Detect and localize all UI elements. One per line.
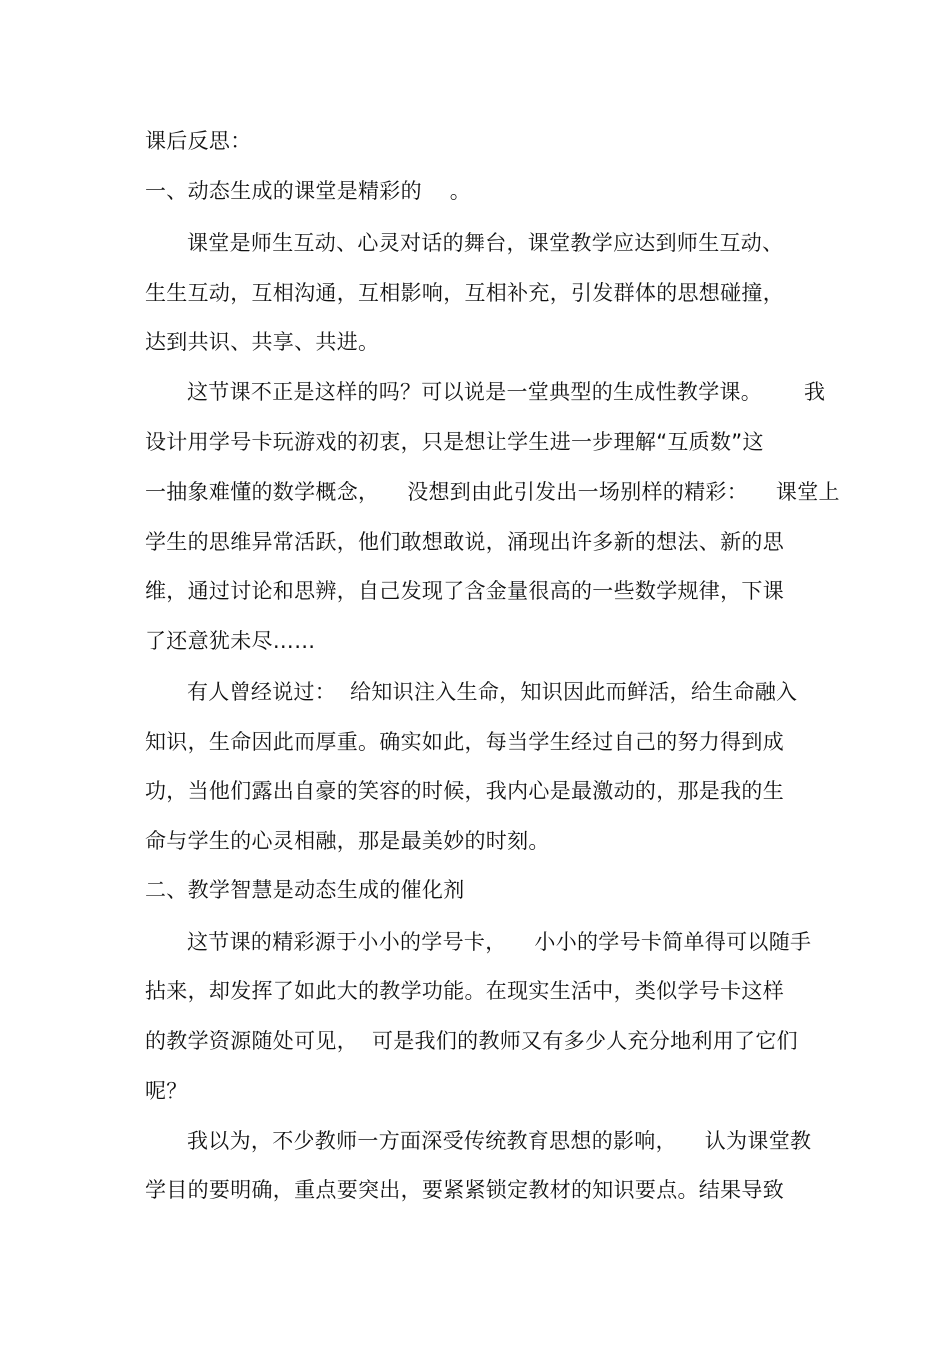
paragraph-line: 命与学生的心灵相融，那是最美妙的时刻。 (145, 829, 550, 853)
paragraph-line: 的教学资源随处可见， 可是我们的教师又有多少人充分地利用了它们 (145, 1029, 798, 1053)
section-heading-1: 一、动态生成的课堂是精彩的 。 (145, 179, 472, 203)
paragraph-line: 生生互动，互相沟通，互相影响，互相补充，引发群体的思想碰撞， (145, 281, 784, 305)
paragraph-line: 课堂是师生互动、心灵对话的舞台，课堂教学应达到师生互动、 (187, 231, 784, 255)
paragraph-line: 维，通过讨论和思辨，自己发现了含金量很高的一些数学规律，下课 (145, 579, 784, 603)
paragraph-line: 一抽象难懂的数学概念， 没想到由此引发出一场别样的精彩： 课堂上 (145, 480, 840, 504)
paragraph-line: 学目的要明确，重点要突出，要紧紧锁定教材的知识要点。结果导致 (145, 1178, 784, 1202)
paragraph-line: 有人曾经说过： 给知识注入生命，知识因此而鲜活，给生命融入 (187, 680, 798, 704)
paragraph-line: 这节课的精彩源于小小的学号卡， 小小的学号卡简单得可以随手 (187, 930, 812, 954)
paragraph-line: 设计用学号卡玩游戏的初衷，只是想让学生进一步理解“互质数”这 (145, 430, 764, 454)
paragraph-line: 呢？ (145, 1079, 188, 1103)
paragraph-line: 知识，生命因此而厚重。确实如此，每当学生经过自己的努力得到成 (145, 730, 784, 754)
paragraph-line: 了还意犹未尽…… (145, 629, 316, 653)
paragraph-line: 达到共识、共享、共进。 (145, 330, 380, 354)
section-heading-2: 二、教学智慧是动态生成的催化剂 (145, 878, 465, 902)
paragraph-line: 这节课不正是这样的吗？可以说是一堂典型的生成性教学课。 我 (187, 380, 826, 404)
paragraph-line: 学生的思维异常活跃，他们敢想敢说，涌现出许多新的想法、新的思 (145, 530, 784, 554)
heading-reflection: 课后反思： (145, 129, 252, 153)
paragraph-line: 功，当他们露出自豪的笑容的时候，我内心是最激动的，那是我的生 (145, 779, 784, 803)
paragraph-line: 我以为，不少教师一方面深受传统教育思想的影响， 认为课堂教 (187, 1129, 812, 1153)
paragraph-line: 拈来，却发挥了如此大的教学功能。在现实生活中，类似学号卡这样 (145, 979, 784, 1003)
